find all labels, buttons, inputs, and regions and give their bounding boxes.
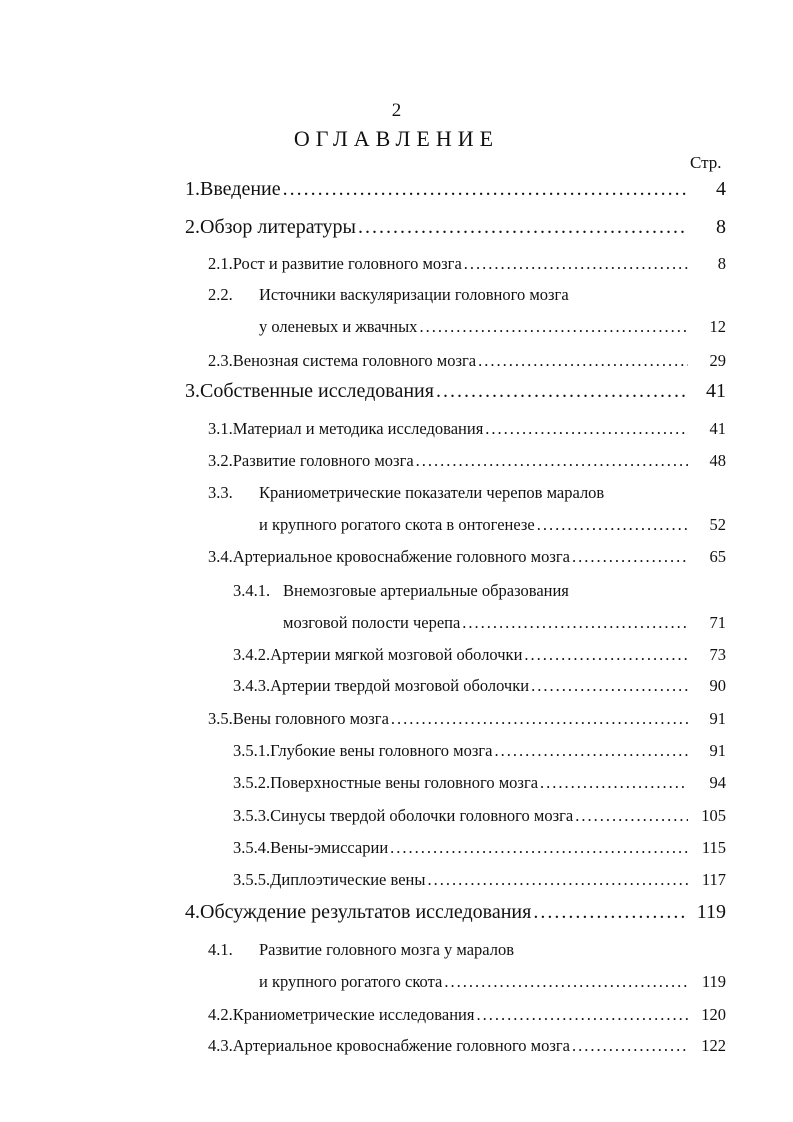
toc-entry-page: 94 — [709, 772, 726, 792]
toc-entry-title: Введение — [200, 178, 281, 200]
toc-entry-page: 73 — [709, 644, 726, 664]
toc-entry-title: Собственные исследования — [200, 380, 434, 402]
toc-entry-page: 29 — [709, 350, 726, 370]
page-number: 2 — [391, 100, 402, 121]
toc-entry-title: Вены головного мозга — [232, 708, 389, 728]
toc-entry-number: 3.4. — [208, 546, 233, 566]
toc-entry — [233, 581, 690, 601]
toc-entry — [208, 940, 690, 960]
toc-entry — [208, 419, 690, 439]
toc-entry-title: Венозная система головного мозга — [232, 350, 477, 370]
toc-entry — [283, 613, 690, 633]
page-title: ОГЛАВЛЕНИЕ — [293, 126, 500, 151]
toc-entry-title: Глубокие вены головного мозга — [270, 740, 493, 760]
toc-entry — [208, 254, 690, 274]
leader-dots — [390, 838, 688, 858]
toc-entry-number: 2. — [185, 216, 200, 238]
toc-entry-number: 3.4.3. — [233, 675, 271, 695]
toc-entry — [233, 645, 690, 665]
toc-entry-page: 8 — [717, 253, 726, 273]
leader-dots — [476, 1005, 688, 1025]
leader-dots — [464, 254, 688, 274]
toc-entry — [208, 483, 690, 503]
toc-entry-page: 48 — [709, 450, 726, 470]
toc-entry-number: 3.4.1. — [233, 580, 271, 600]
toc-entry-number: 3.5.5. — [233, 869, 271, 889]
toc-entry-number: 4.1. — [208, 939, 233, 959]
toc-entry-page: 71 — [709, 612, 726, 632]
toc-entry-number: 3.2. — [208, 450, 233, 470]
toc-entry-title: Внемозговые артериальные образования — [283, 580, 569, 600]
toc-entry — [233, 676, 690, 696]
leader-dots — [478, 351, 688, 371]
toc-entry-page: 12 — [709, 316, 726, 336]
toc-entry-number: 4. — [185, 901, 200, 923]
toc-entry-title: Материал и методика исследования — [232, 418, 484, 438]
toc-entry-title: Источники васкуляризации головного мозга — [259, 284, 569, 304]
toc-entry — [208, 1005, 690, 1025]
leader-dots — [444, 972, 688, 992]
toc-entry-title: Обзор литературы — [200, 216, 356, 238]
toc-entry-number: 4.3. — [208, 1035, 233, 1055]
toc-entry — [208, 547, 690, 567]
page-column-label: Стр. — [690, 153, 722, 172]
leader-dots — [575, 806, 688, 826]
toc-entry-title: Поверхностные вены головного мозга — [270, 772, 539, 792]
toc-entry — [208, 451, 690, 471]
toc-entry-page: 105 — [701, 805, 726, 825]
leader-dots — [462, 613, 688, 633]
toc-entry — [233, 870, 690, 890]
toc-entry-title: и крупного рогатого скота в онтогенезе — [259, 514, 535, 534]
toc-entry-number: 3.5.2. — [233, 772, 271, 792]
toc-entry — [185, 380, 690, 403]
leader-dots — [572, 1036, 688, 1056]
toc-entry-title: Краниометрические показатели черепов маралов — [259, 482, 605, 502]
toc-entry-title: мозговой полости черепа — [283, 612, 461, 632]
toc-entry-page: 117 — [701, 869, 726, 889]
toc-entry-page: 91 — [709, 708, 726, 728]
toc-entry — [208, 709, 690, 729]
toc-entry-title: у оленевых и жвачных — [259, 316, 418, 336]
toc-entry-page: 8 — [716, 216, 726, 238]
toc-entry-number: 3. — [185, 380, 200, 402]
leader-dots — [427, 870, 688, 890]
toc-entry-title: Краниометрические исследования — [232, 1004, 475, 1024]
toc-entry — [233, 838, 690, 858]
toc-entry-number: 3.5.3. — [233, 805, 271, 825]
leader-dots — [436, 380, 688, 403]
leader-dots — [537, 515, 688, 535]
toc-entry-number: 3.1. — [208, 418, 233, 438]
toc-entry — [233, 806, 690, 826]
toc-entry — [233, 741, 690, 761]
toc-entry-title: Развитие головного мозга — [232, 450, 414, 470]
toc-entry-page: 65 — [709, 546, 726, 566]
toc-entry — [185, 178, 690, 201]
toc-entry — [185, 216, 690, 239]
toc-entry-number: 3.3. — [208, 482, 233, 502]
toc-entry-page: 91 — [709, 740, 726, 760]
leader-dots — [533, 901, 688, 924]
toc-entry — [233, 773, 690, 793]
leader-dots — [531, 676, 688, 696]
toc-entry-page: 119 — [701, 971, 726, 991]
leader-dots — [358, 216, 688, 239]
toc-entry-page: 119 — [696, 901, 726, 923]
leader-dots — [572, 547, 688, 567]
toc-entry-title: Обсуждение результатов исследования — [200, 901, 532, 923]
toc-entry-page: 4 — [716, 178, 726, 200]
toc-entry-page: 122 — [701, 1035, 726, 1055]
toc-entry-page: 90 — [709, 675, 726, 695]
leader-dots — [494, 741, 688, 761]
toc-entry-title: Артерии твердой мозговой оболочки — [270, 675, 530, 695]
toc-entry-title: Синусы твердой оболочки головного мозга — [270, 805, 574, 825]
toc-entry — [208, 351, 690, 371]
toc-entry-title: Вены-эмиссарии — [270, 837, 389, 857]
toc-entry-number: 2.2. — [208, 284, 233, 304]
toc-entry-title: Артериальное кровоснабжение головного мозга — [232, 546, 570, 566]
leader-dots — [391, 709, 688, 729]
leader-dots — [524, 645, 688, 665]
toc-entry-title: и крупного рогатого скота — [259, 971, 443, 991]
leader-dots — [419, 317, 688, 337]
toc-entry-page: 120 — [701, 1004, 726, 1024]
toc-entry-title: Диплоэтические вены — [270, 869, 426, 889]
leader-dots — [283, 178, 688, 201]
leader-dots — [540, 773, 688, 793]
toc-entry-number: 3.4.2. — [233, 644, 271, 664]
toc-entry-page: 41 — [706, 380, 726, 402]
toc-entry-title: Артерии мягкой мозговой оболочки — [270, 644, 523, 664]
toc-entry — [259, 972, 690, 992]
toc-entry-title: Развитие головного мозга у маралов — [259, 939, 515, 959]
toc-entry — [259, 515, 690, 535]
toc-entry-title: Артериальное кровоснабжение головного мозга — [232, 1035, 570, 1055]
toc-entry — [259, 317, 690, 337]
toc-entry — [208, 285, 690, 305]
toc-entry-number: 4.2. — [208, 1004, 233, 1024]
leader-dots — [416, 451, 688, 471]
toc-entry-number: 2.1. — [208, 253, 233, 273]
toc-entry-number: 2.3. — [208, 350, 233, 370]
toc-entry-number: 3.5.4. — [233, 837, 271, 857]
leader-dots — [485, 419, 688, 439]
toc-entry-title: Рост и развитие головного мозга — [232, 253, 462, 273]
toc-entry-number: 3.5.1. — [233, 740, 271, 760]
toc-entry-page: 52 — [709, 514, 726, 534]
toc-entry — [185, 901, 690, 924]
toc-entry-number: 3.5. — [208, 708, 233, 728]
toc-entry-page: 115 — [701, 837, 726, 857]
toc-entry — [208, 1036, 690, 1056]
toc-entry-page: 41 — [709, 418, 726, 438]
toc-entry-number: 1. — [185, 178, 200, 200]
